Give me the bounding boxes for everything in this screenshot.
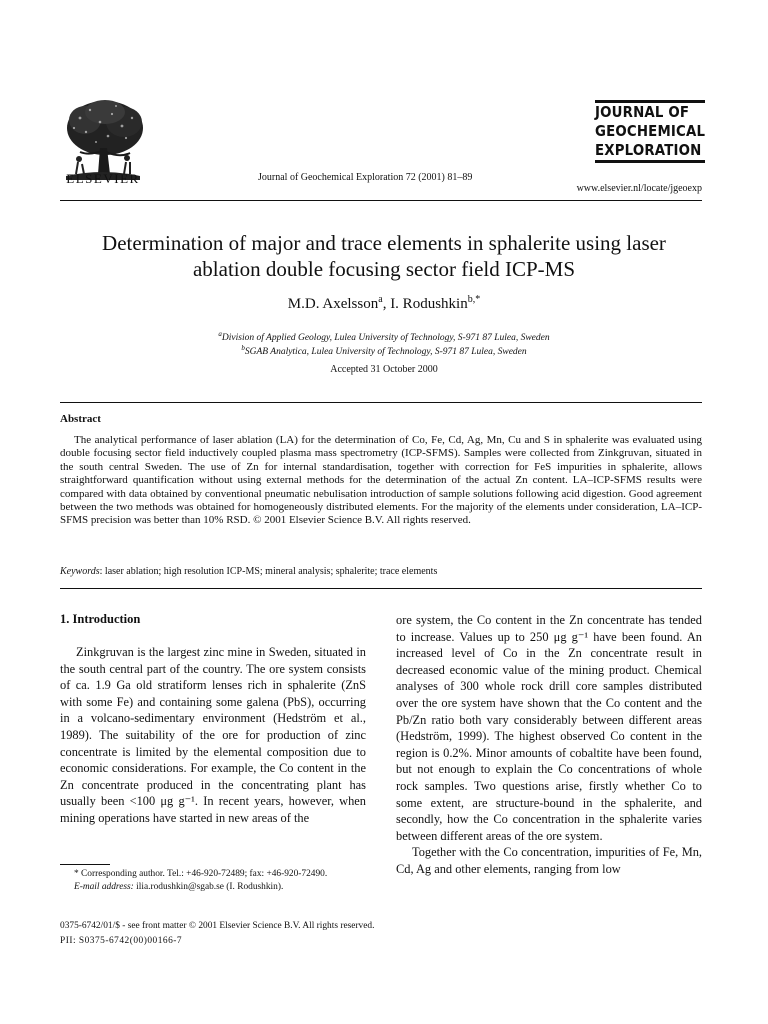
keywords <box>60 566 702 577</box>
author-affiliation-mark: a <box>378 294 383 305</box>
body-paragraph: Zinkgruvan is the largest zinc mine in Sweden, situated in the south central part of the country. The ore system consists of ca. 1.9 Ga old stratiform lenses rich in sphalerite (ZnS with some Fe) and containing some galena (PbS), occurring in a volcano-sedimentary environment (Hedström et al., 1989). The suitability of the ore for production of zinc concentrate is limited by the elemental composition due to economic considerations. For example, the Co content in the Zn concentrate produced in the concentrating plant has usually been <100 μg g⁻¹. In recent years, however, when mining operations have started in new areas of the <box>60 645 366 825</box>
copyright-line: 0375-6742/01/$ - see front matter © 2001 Elsevier Science B.V. All rights reserved. <box>60 921 375 931</box>
section-heading: 1. Introduction <box>60 612 141 626</box>
masthead-line-1: JOURNAL OF <box>595 103 690 121</box>
author-name: I. Rodushkin <box>390 296 468 312</box>
left-column <box>60 612 366 827</box>
right-column <box>396 612 702 878</box>
abstract-text: The analytical performance of laser ablation (LA) for the determination of Co, Fe, Cd, Ag, Mn, Cu and S in sphalerite was evaluated using double focusing sector field inductively coupled plasma mass spectrometry (ICP-SFMS). Samples were collected from Zinkgruvan, situated in the south central Sweden. The use of Zn for internal standardisation, together with correction for FeS impurities in sphalerite, allows straightforward quantification without using external methods for the determination of the actual Zn content. LA–ICP-SFMS results were compared with data obtained by conventional pneumatic nebulisation introduction of sample solutions following acid digestion. Good agreement between the two methods was obtained for homogeneously distributed elements. For the majority of the elements under consideration, LA–ICP-SFMS precision was better than 10% RSD. © 2001 Elsevier Science B.V. All rights reserved. <box>60 434 702 527</box>
email-address: ilia.rodushkin@sgab.se (I. Rodushkin). <box>133 881 284 892</box>
masthead-line-3: EXPLORATION <box>595 141 702 159</box>
email-label: E-mail address: <box>74 881 134 892</box>
footnote <box>60 868 366 893</box>
publisher-wordmark: ELSEVIER <box>66 171 140 186</box>
affiliation-b <box>40 344 728 357</box>
corresponding-author-note: * Corresponding author. Tel.: +46-920-72489; fax: +46-920-72490. <box>74 869 328 879</box>
affiliation-mark: b <box>241 344 245 352</box>
abstract-divider <box>60 402 702 403</box>
title-line-2: ablation double focusing sector field ICP-MS <box>192 257 576 281</box>
affiliation-text: Division of Applied Geology, Lulea University of Technology, S-971 87 Lulea, Sweden <box>221 333 550 344</box>
pii-line: PII: S0375-6742(00)00166-7 <box>60 936 183 946</box>
keywords-label: Keywords <box>60 566 100 577</box>
journal-url-link[interactable]: www.elsevier.nl/locate/jgeoexp <box>576 183 702 194</box>
article-title <box>40 230 728 282</box>
affiliation-mark: a <box>218 330 222 338</box>
journal-reference: Journal of Geochemical Exploration 72 (2001) 81–89 <box>258 172 473 183</box>
affiliation-a <box>40 330 728 343</box>
affiliation-text: SGAB Analytica, Lulea University of Technology, S-971 87 Lulea, Sweden <box>244 347 527 358</box>
footnote-divider <box>60 864 110 865</box>
author-list <box>40 294 728 313</box>
body-paragraph: Together with the Co concentration, impurities of Fe, Mn, Cd, Ag and other elements, ranging from low <box>396 845 702 876</box>
masthead-bar <box>595 160 705 163</box>
accepted-date: Accepted 31 October 2000 <box>330 364 438 375</box>
body-divider <box>60 588 702 589</box>
email-note <box>60 881 366 894</box>
title-line-1: Determination of major and trace elements in sphalerite using laser <box>102 231 666 255</box>
abstract-heading: Abstract <box>60 413 101 425</box>
author-separator: , <box>382 296 391 312</box>
header-divider <box>60 200 702 201</box>
author-name: M.D. Axelsson <box>287 296 379 312</box>
author-affiliation-mark: b,* <box>467 294 481 305</box>
body-paragraph: ore system, the Co content in the Zn concentrate has tended to increase. Values up to 250 μg g⁻¹ have been found. An increased level of Co in the Zn concentrate result in decreased economic value of the mining product. Chemical analyses of 300 whole rock drill core samples distributed over the ore system have shown that the Co content and the Pb/Zn ratio both vary considerably between different areas (Hedström, 1999). The highest observed Co content in the region is 0.2%. Minor amounts of cobaltite have been found, but not enough to explain the Co concentrations of whole rock samples. Two questions arise, firstly whether Co to some extent, are structure-bound in the sphalerite, and secondly, how the Co concentration in the sphalerite varies between different areas of the ore system. <box>396 613 702 843</box>
journal-masthead <box>595 100 705 163</box>
masthead-line-2: GEOCHEMICAL <box>595 122 706 140</box>
keywords-list: : laser ablation; high resolution ICP-MS; mineral analysis; sphalerite; trace elements <box>99 566 438 577</box>
